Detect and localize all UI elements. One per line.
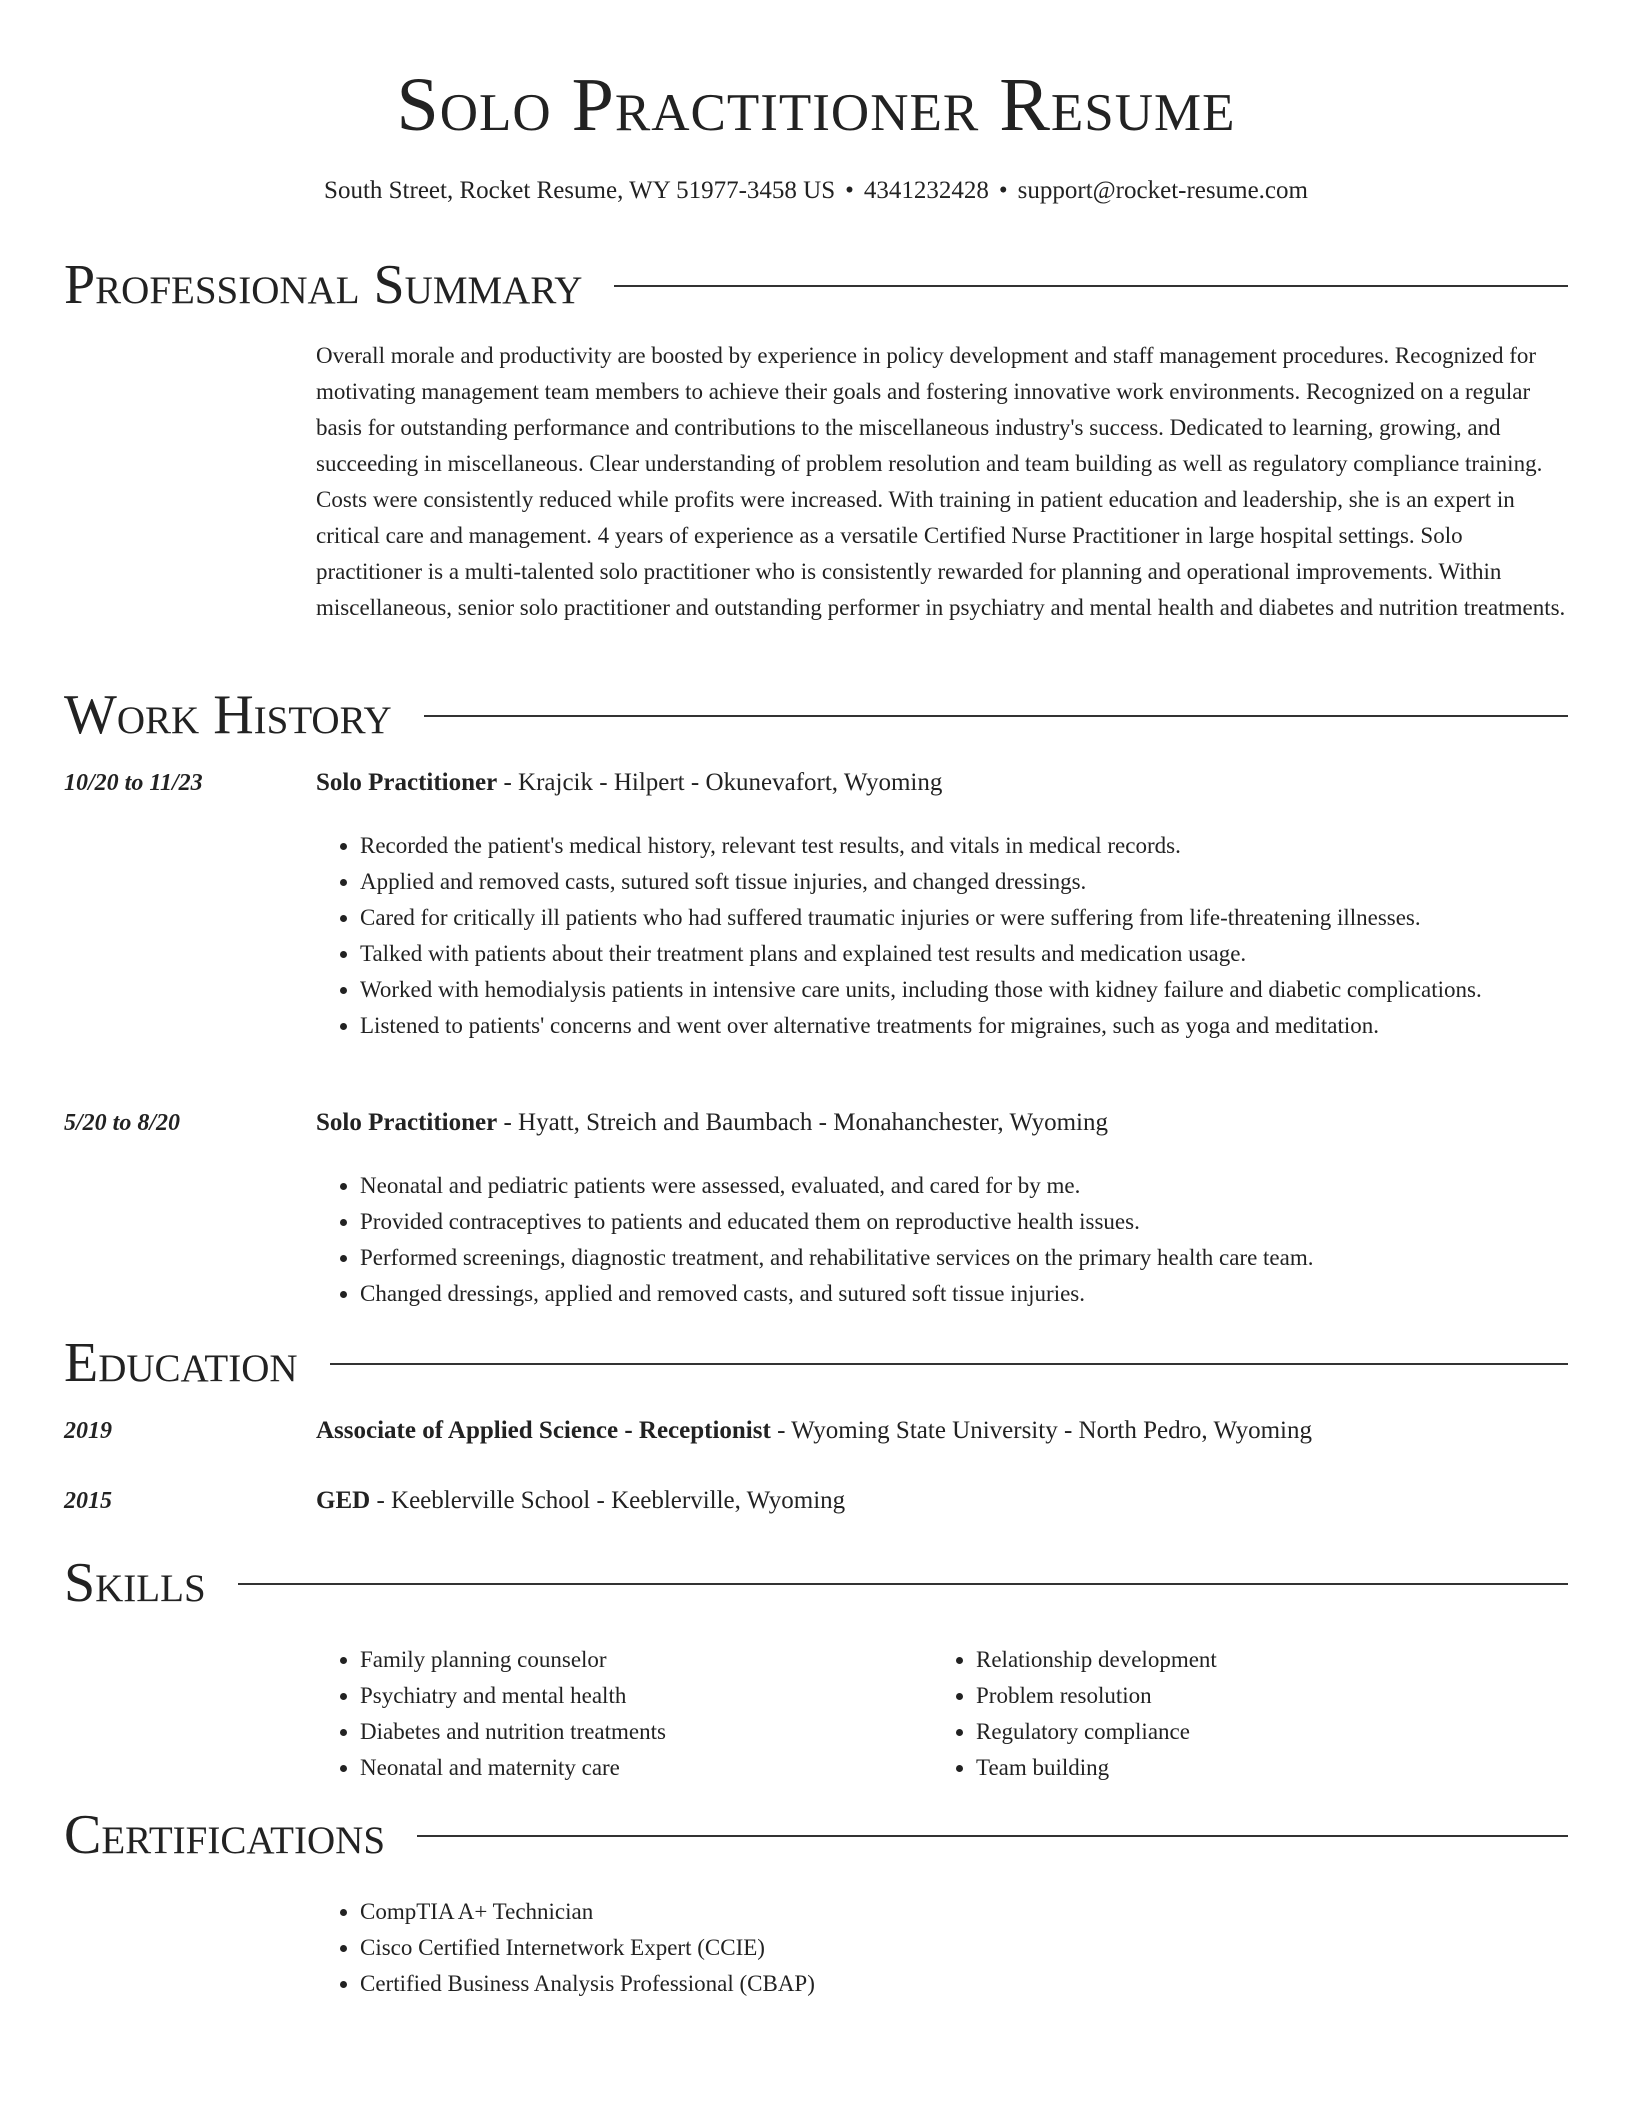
list-item: • Certified Business Analysis Professional (CBAP) <box>360 1966 1360 2002</box>
education-heading <box>316 1414 1312 1448</box>
list-item: • Listened to patients' concerns and went over alternative treatments for migraines, such as yoga and meditation. <box>360 1008 1570 1044</box>
section-title: Education <box>64 1332 298 1394</box>
education-degree: GED <box>316 1487 371 1514</box>
list-item: • Problem resolution <box>976 1678 1546 1714</box>
section-title: Certifications <box>64 1804 386 1866</box>
list-item: • Recorded the patient's medical history, relevant test results, and vitals in medical records. <box>360 828 1570 864</box>
resume-name: Solo Practitioner Resume <box>396 63 1236 147</box>
education-year: 2015 <box>64 1488 112 1514</box>
education-details: - Keeblerville School - Keeblerville, Wyoming <box>370 1487 846 1514</box>
section-divider <box>424 715 1568 717</box>
section-title: Skills <box>64 1552 206 1614</box>
summary-text: Overall morale and productivity are boosted by experience in policy development and staff management procedures. Recognized for motivating management team members to achieve their goals and fostering innovative work environments. Recognized on a regular basis for outstanding performance and contributions to the miscellaneous industry's success. Dedicated to learning, growing, and succeeding in miscellaneous. Clear understanding of problem resolution and team building as well as regulatory compliance training. Costs were consistently reduced while profits were increased. With training in patient education and leadership, she is an expert in critical care and management. 4 years of experience as a versatile Certified Nurse Practitioner in large hospital settings. Solo practitioner is a multi-talented solo practitioner who is consistently rewarded for planning and operational improvements. Within miscellaneous, senior solo practitioner and outstanding performer in psychiatry and mental health and diabetes and nutrition treatments. <box>316 343 1566 620</box>
section-divider <box>417 1835 1568 1837</box>
list-item: • Diabetes and nutrition treatments <box>360 1714 930 1750</box>
section-title: Work History <box>64 684 392 746</box>
list-item: • Regulatory compliance <box>976 1714 1546 1750</box>
job-dates: 10/20 to 11/23 <box>64 770 203 796</box>
job-bullets <box>316 828 1570 1044</box>
certifications-section-header <box>64 1802 1568 1868</box>
job-details: - Krajcik - Hilpert - Okunevafort, Wyoming <box>497 769 943 796</box>
job-heading <box>316 1106 1108 1140</box>
education-details: - Wyoming State University - North Pedro, Wyoming <box>770 1417 1312 1444</box>
list-item: • Psychiatry and mental health <box>360 1678 930 1714</box>
contact-email: support@rocket-resume.com <box>1017 177 1308 204</box>
contact-address: South Street, Rocket Resume, WY 51977-3458 US <box>324 177 836 204</box>
education-degree: Associate of Applied Science - Receptionist <box>316 1417 771 1444</box>
skills-list-right <box>932 1642 1546 1786</box>
section-divider <box>614 285 1568 287</box>
certifications-list <box>316 1894 1360 2002</box>
job-details: - Hyatt, Streich and Baumbach - Monahanchester, Wyoming <box>497 1109 1108 1136</box>
work-section-header <box>64 682 1568 748</box>
list-item: • Provided contraceptives to patients and educated them on reproductive health issues. <box>360 1204 1570 1240</box>
job-title: Solo Practitioner <box>316 769 498 796</box>
education-section-header <box>64 1330 1568 1396</box>
list-item: • Applied and removed casts, sutured soft tissue injuries, and changed dressings. <box>360 864 1570 900</box>
skills-section-header <box>64 1550 1568 1616</box>
job-heading <box>316 766 942 800</box>
list-item: • CompTIA A+ Technician <box>360 1894 1360 1930</box>
list-item: • Cisco Certified Internetwork Expert (CCIE) <box>360 1930 1360 1966</box>
education-heading <box>316 1484 845 1518</box>
list-item: • Cared for critically ill patients who had suffered traumatic injuries or were suffering from life-threatening illnesses. <box>360 900 1570 936</box>
job-dates: 5/20 to 8/20 <box>64 1110 181 1136</box>
list-item: • Performed screenings, diagnostic treatment, and rehabilitative services on the primary health care team. <box>360 1240 1570 1276</box>
contact-separator: • <box>845 177 854 204</box>
job-title: Solo Practitioner <box>316 1109 498 1136</box>
list-item: • Neonatal and pediatric patients were assessed, evaluated, and cared for by me. <box>360 1168 1570 1204</box>
section-divider <box>330 1363 1568 1365</box>
section-divider <box>238 1583 1568 1585</box>
list-item: • Changed dressings, applied and removed casts, and sutured soft tissue injuries. <box>360 1276 1570 1312</box>
skills-list-left <box>316 1642 930 1786</box>
education-year: 2019 <box>64 1418 112 1444</box>
list-item: • Neonatal and maternity care <box>360 1750 930 1786</box>
contact-phone: 4341232428 <box>863 177 989 204</box>
section-title: Professional Summary <box>64 254 583 316</box>
list-item: • Team building <box>976 1750 1546 1786</box>
list-item: • Worked with hemodialysis patients in intensive care units, including those with kidney failure and diabetic complications. <box>360 972 1570 1008</box>
list-item: • Family planning counselor <box>360 1642 930 1678</box>
list-item: • Relationship development <box>976 1642 1546 1678</box>
summary-section-header <box>64 252 1568 318</box>
job-bullets <box>316 1168 1570 1312</box>
contact-line <box>0 174 1632 208</box>
contact-separator: • <box>998 177 1008 204</box>
list-item: • Talked with patients about their treatment plans and explained test results and medication usage. <box>360 936 1570 972</box>
